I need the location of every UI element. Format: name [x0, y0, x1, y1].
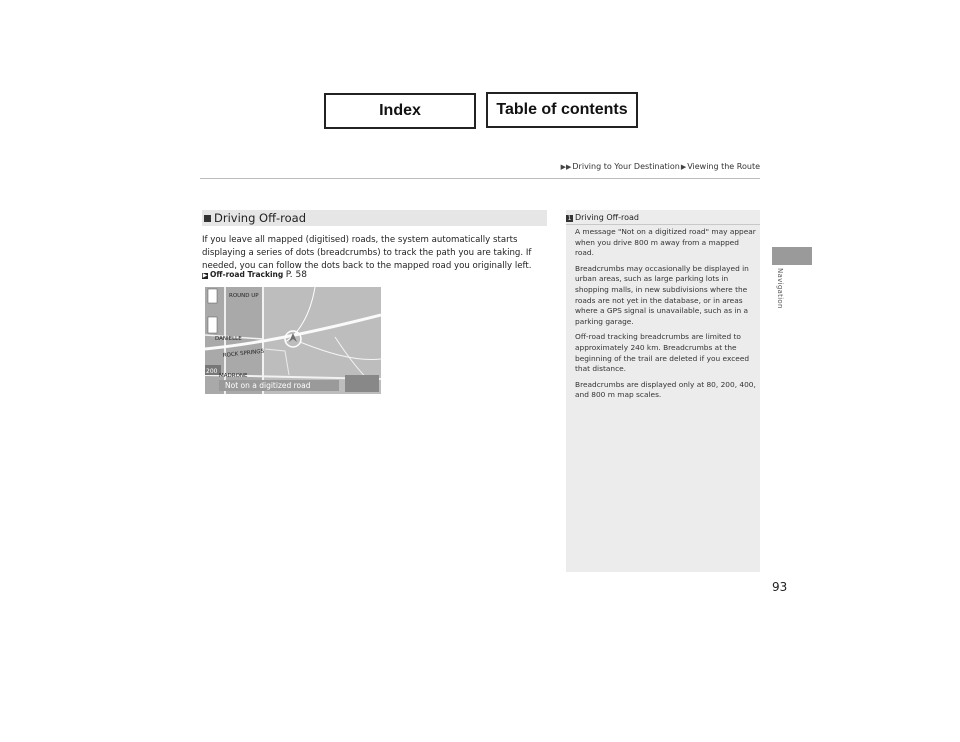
map-road-label: ROUND UP [229, 293, 259, 299]
chapter-tab-label: Navigation [776, 268, 784, 309]
note-paragraph: A message "Not on a digitized road" may appear when you drive 800 m away from a mapped road. [575, 227, 756, 258]
chapter-tab [772, 247, 812, 265]
note-title: Driving Off-road [575, 213, 640, 222]
breadcrumb-arrow-icon: ▶▶ [560, 163, 572, 171]
xref-page[interactable]: P. 58 [285, 270, 307, 280]
note-heading [566, 213, 639, 222]
breadcrumb-part-2[interactable]: Viewing the Route [687, 162, 760, 171]
map-road-label: ROCK SPRINGS [222, 348, 265, 359]
section-title: Driving Off-road [214, 211, 307, 225]
note-divider [566, 224, 760, 225]
cross-reference-link[interactable] [202, 270, 307, 280]
section-heading [202, 210, 547, 226]
map-road-label: DANIELLE [215, 336, 242, 342]
map-scale: 200 [206, 368, 218, 375]
map-screenshot [205, 287, 381, 394]
map-banner: Not on a digitized road [225, 381, 311, 390]
note-paragraph: Off-road tracking breadcrumbs are limited to approximately 240 km. Breadcrumbs at the beginning of the trail are deleted if you exceed that distance. [575, 332, 750, 374]
table-of-contents-button[interactable]: Table of contents [486, 92, 638, 128]
header-divider [200, 178, 760, 179]
note-paragraph: Breadcrumbs may occasionally be displayed in urban areas, such as large parking lots in shopping malls, in new subdivisions where the roads are not yet in the database, or in areas where a GPS signal is unavailable, such as in a parking garage. [575, 263, 749, 326]
heading-square-icon [204, 215, 211, 222]
note-body [575, 227, 757, 406]
page-number: 93 [772, 580, 788, 594]
note-paragraph: Breadcrumbs are displayed only at 80, 200, 400, and 800 m map scales. [575, 379, 756, 400]
breadcrumb-arrow-icon: ▶ [680, 163, 687, 171]
xref-label[interactable]: Off-road Tracking [210, 270, 284, 279]
breadcrumb [560, 162, 760, 171]
map-road-label: MADRONE [219, 373, 248, 379]
link-arrow-icon: ▶ [202, 272, 208, 279]
section-body: If you leave all mapped (digitised) roads, the system automatically starts displaying a series of dots (breadcrumbs) to track the path you are taking. If needed, you can follow the dots back to the mapped road you originally left. [202, 235, 532, 271]
note-number-icon: 1 [567, 215, 572, 222]
breadcrumb-part-1[interactable]: Driving to Your Destination [572, 162, 680, 171]
index-button[interactable]: Index [324, 93, 476, 129]
